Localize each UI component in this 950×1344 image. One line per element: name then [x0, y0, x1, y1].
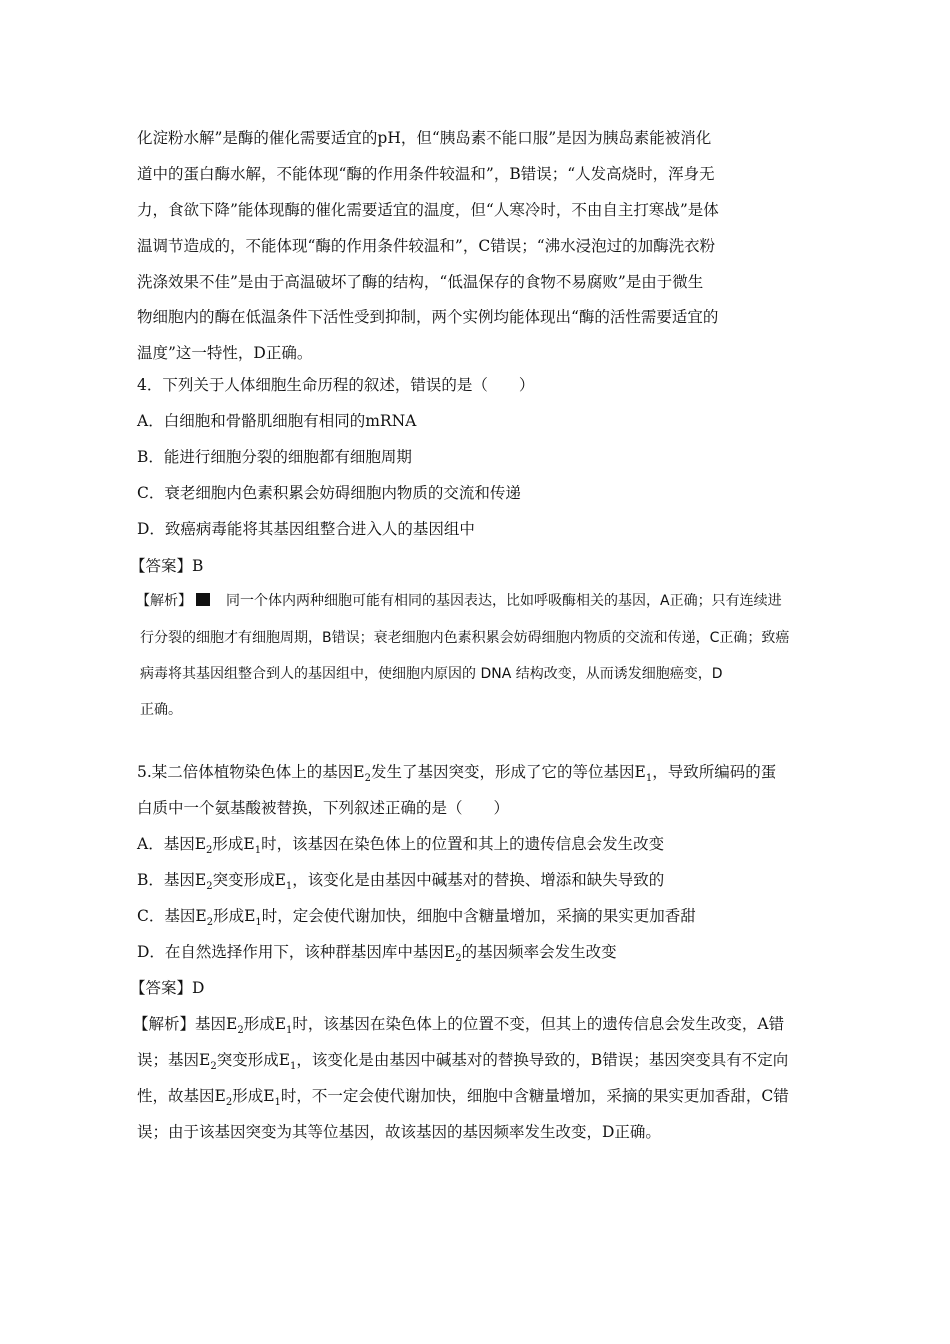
q4-answer: 【答案】B — [130, 557, 204, 575]
q4-explanation-line-4: 正确。 — [140, 702, 182, 718]
cont-line-4: 温调节造成的，不能体现“酶的作用条件较温和”，C错误；“沸水浸泡过的加酶洗衣粉 — [137, 237, 716, 255]
q5-option-c: C．基因$E_2$形成$E_1$时，定会使代谢加快，细胞中含糖量增加，采摘的果实更加香甜 — [137, 907, 696, 929]
q4-explanation-line-2: 行分裂的细胞才有细胞周期，B错误；衰老细胞内色素积累会妨碍细胞内物质的交流和传递，C正确；致癌 — [140, 630, 790, 646]
q4-explanation-line-3: 病毒将其基因组整合到人的基因组中，使细胞内原因的 DNA 结构改变，从而诱发细胞癌变，D — [140, 666, 723, 682]
q4-option-a: A．白细胞和骨骼肌细胞有相同的mRNA — [137, 412, 417, 430]
q5-explanation-line-3: 性，故基因$E_2$形成$E_1$时，不一定会使代谢加快，细胞中含糖量增加，采摘的果实更加香甜，C错 — [137, 1087, 789, 1109]
q5-stem-line-2: 白质中一个氨基酸被替换，下列叙述正确的是（ ） — [137, 799, 510, 817]
q5-answer: 【答案】D — [130, 979, 205, 997]
q5-explanation-line-2: 误；基因$E_2$突变形成$E_1$，该变化是由基因中碱基对的替换导致的，B错误；基因突变具有不定向 — [137, 1051, 789, 1073]
q5-explanation-line-1: 【解析】基因$E_2$形成$E_1$时，该基因在染色体上的位置不变，但其上的遗传信息会发生改变，A错 — [133, 1015, 785, 1037]
cont-line-1: 化淀粉水解”是酶的催化需要适宜的pH，但“胰岛素不能口服”是因为胰岛素能被消化 — [137, 129, 712, 147]
black-square-icon — [196, 593, 210, 606]
q4-option-d: D．致癌病毒能将其基因组整合进入人的基因组中 — [137, 520, 475, 538]
q5-stem-line-1: 5.某二倍体植物染色体上的基因$E_2$发生了基因突变，形成了它的等位基因$E_1$，导致所编码的蛋 — [137, 763, 777, 785]
cont-line-5: 洗涤效果不佳”是由于高温破坏了酶的结构，“低温保存的食物不易腐败”是由于微生 — [137, 273, 704, 291]
q4-explanation-line-1: 【解析】 同一个体内两种细胞可能有相同的基因表达，比如呼吸酶相关的基因，A正确；只有连续进 — [136, 593, 782, 609]
cont-line-3: 力，食欲下降”能体现酶的催化需要适宜的温度，但“人寒冷时，不由自主打寒战”是体 — [137, 201, 719, 219]
cont-line-7: 温度”这一特性，D正确。 — [137, 344, 313, 362]
cont-line-6: 物细胞内的酶在低温条件下活性受到抑制，两个实例均能体现出“酶的活性需要适宜的 — [137, 308, 719, 326]
explanation-label: 【解析】 — [136, 593, 192, 609]
q5-option-d: D．在自然选择作用下，该种群基因库中基因$E_2$的基因频率会发生改变 — [137, 943, 617, 965]
q5-option-b: B．基因$E_2$突变形成$E_1$，该变化是由基因中碱基对的替换、增添和缺失导致的 — [137, 871, 665, 893]
q4-stem: 4．下列关于人体细胞生命历程的叙述，错误的是（ ） — [137, 376, 535, 394]
q5-option-a: A．基因$E_2$形成$E_1$时，该基因在染色体上的位置和其上的遗传信息会发生改变 — [137, 835, 665, 857]
q4-option-b: B．能进行细胞分裂的细胞都有细胞周期 — [137, 448, 412, 466]
q5-explanation-line-4: 误；由于该基因突变为其等位基因，故该基因的基因频率发生改变，D正确。 — [137, 1123, 661, 1141]
q4-option-c: C．衰老细胞内色素积累会妨碍细胞内物质的交流和传递 — [137, 484, 521, 502]
cont-line-2: 道中的蛋白酶水解，不能体现“酶的作用条件较温和”，B错误；“人发高烧时，浑身无 — [137, 165, 715, 183]
